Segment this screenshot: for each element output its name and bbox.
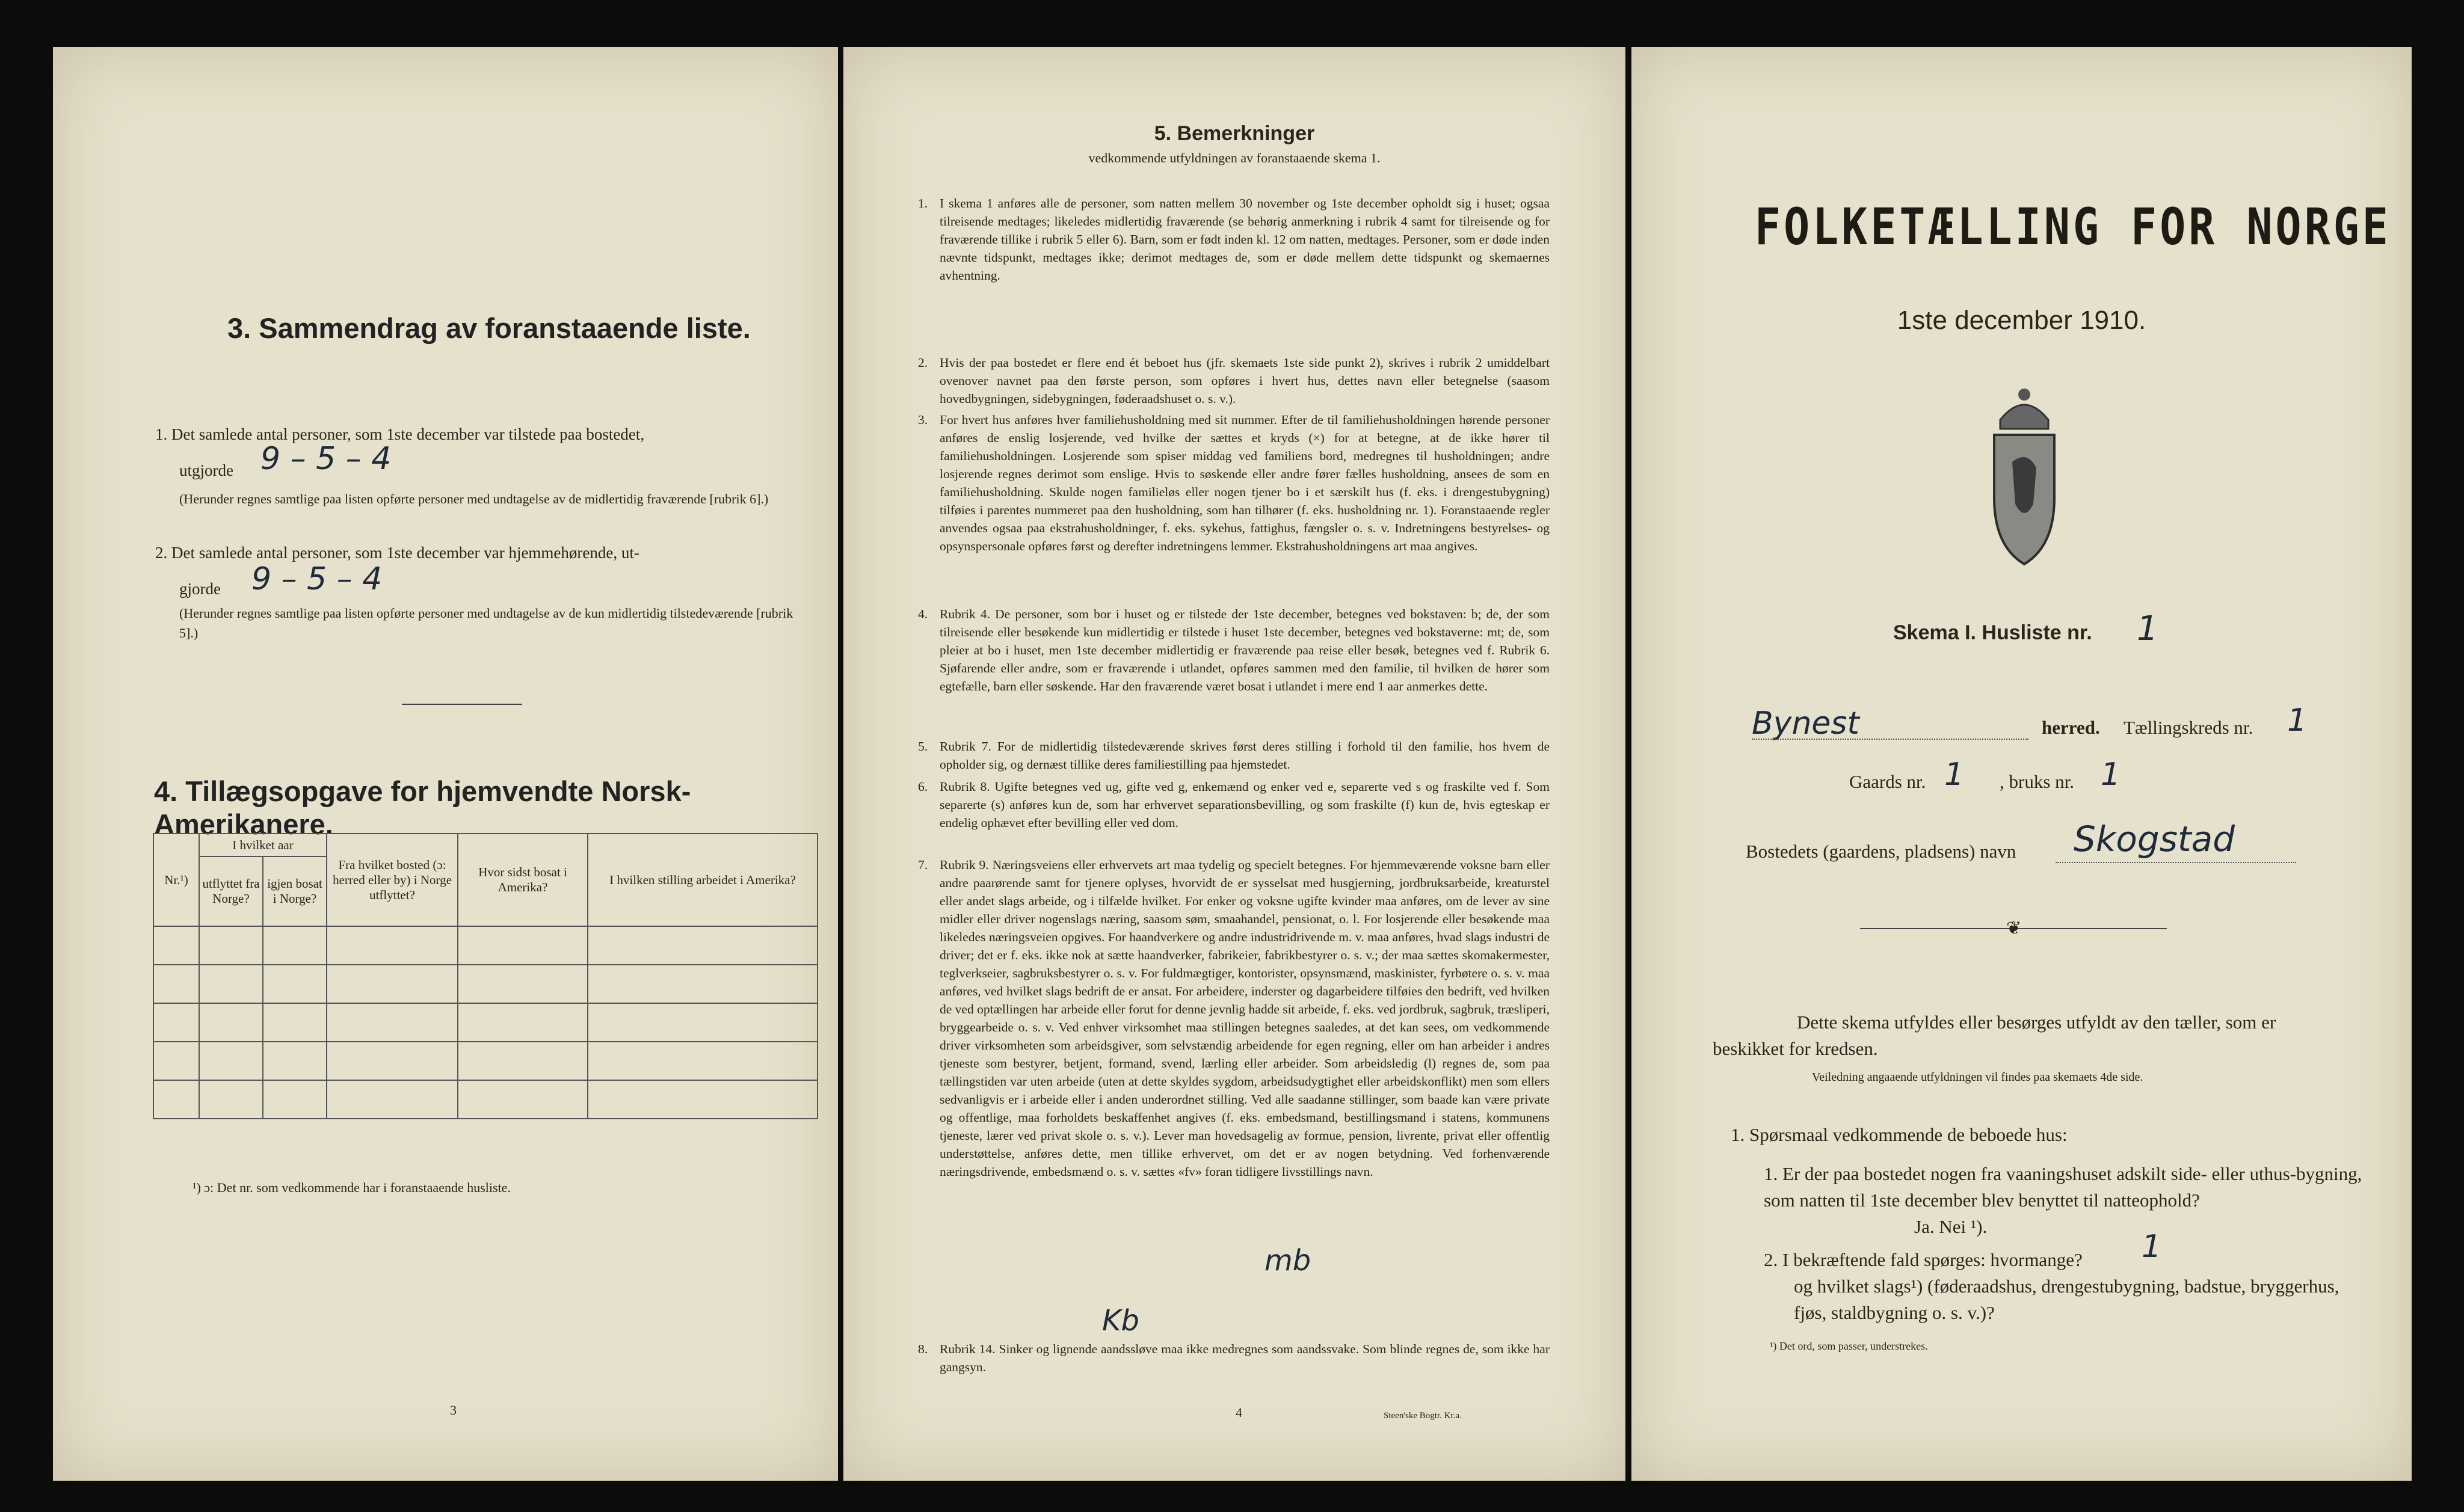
remarks-title: 5. Bemerkninger (1154, 122, 1315, 145)
summary-item-2-value: 9 – 5 – 4 (251, 561, 383, 597)
kreds-label: Tællingskreds nr. (2124, 717, 2253, 738)
herred-value: Bynest (1752, 705, 1859, 742)
summary-item-1-label: utgjorde (179, 461, 233, 479)
page-number: 3 (450, 1403, 457, 1418)
col-nr: Nr.¹) (153, 834, 199, 926)
gaards-label: Gaards nr. (1849, 771, 1926, 792)
section-4-title: 4. Tillægsopgave for hjemvendte Norsk-Amerikanere. (154, 775, 691, 840)
col-fra: Fra hvilket bosted (ɔ: herred eller by) i Norge utflyttet? (327, 834, 458, 926)
bruks-label: , bruks nr. (2000, 771, 2074, 792)
question-heading: 1. Spørsmaal vedkommende de beboede hus: (1731, 1124, 2068, 1145)
summary-item-2-label: gjorde (179, 580, 221, 598)
summary-item-2: 2. Det samlede antal personer, som 1ste december var hjemmehørende, ut- (155, 544, 639, 562)
table-row (153, 1003, 818, 1042)
col-group-year: I hvilket aar (199, 834, 327, 856)
remark-8: 8. Rubrik 14. Sinker og lignende aandssløve maa ikke medregnes som aandssvake. Som blinde regnes de, som ikke har gangsyn. (918, 1342, 1550, 1374)
herred-label: herred. (2042, 717, 2100, 738)
bosted-value: Skogstad (2074, 819, 2235, 859)
question-1: 1. Er der paa bostedet nogen fra vaaningshuset adskilt side- eller uthus-bygning, som natten til 1ste december blev benyttet til natteophold? (1764, 1163, 2362, 1211)
col-igjen: igjen bosat i Norge? (263, 856, 327, 926)
remark-2: 2. Hvis der paa bostedet er flere end ét beboet hus (jfr. skemaets 1ste side punkt 2), skrives i rubrik 2 umiddelbart ovenover navnet paa den første person, som opføres i hvert hus, dettes navn eller betegnelse (saasom hovedbygningen, sidebygningen, føderaadshuset o. s. v.). (918, 355, 1550, 406)
ornament-icon: ❦ (2006, 918, 2022, 938)
handwritten-mark: mb (1264, 1244, 1311, 1277)
left-page (53, 47, 838, 1481)
col-hvor: Hvor sidst bosat i Amerika? (458, 834, 588, 926)
summary-item-1-note: (Herunder regnes samtlige paa listen opførte personer med undtagelse av de midlertidig fraværende [rubrik 6].) (179, 491, 769, 506)
gaards-value: 1 (1944, 757, 1965, 793)
question-2: 2. I bekræftende fald spørges: hvormange? (1764, 1249, 2083, 1270)
question-2-value: 1 (2142, 1229, 2162, 1265)
husliste-nr-value: 1 (2137, 609, 2158, 648)
printer-imprint: Steen'ske Bogtr. Kr.a. (1384, 1411, 1462, 1421)
divider (402, 704, 522, 705)
table-row (153, 1080, 818, 1119)
middle-page (843, 47, 1625, 1481)
summary-item-2-note: (Herunder regnes samtlige paa listen opførte personer med undtagelse av de kun midlertidig tilstedeværende [rubrik 5].) (179, 606, 793, 641)
table-row (153, 965, 818, 1003)
summary-item-1: 1. Det samlede antal personer, som 1ste december var tilstede paa bostedet, (155, 425, 645, 443)
remark-3: 3. For hvert hus anføres hver familiehusholdning med sit nummer. Efter de til familiehusholdningen hørende personer anføres de enslig losjerende, ved hvilke der sættes et kryds (×) for at betegne, at de ikke hører til familiehusholdningen. Losjerende som spiser middag ved familiens bord, medregnes til husholdningen; andre losjerende regnes derimot som enslige. Hvis to søskende eller andre fører fælles husholdning, ansees de som en familiehusholdning. Skulde nogen familieløs eller nogen tjener bo i et særskilt hus (f. eks. i drengestubygning) tilføies i parentes nummeret paa den husholdning, som han tilhører (f. eks. husholdning nr. 1). Foranstaaende regler anvendes ogsaa paa ekstrahusholdninger, f. eks. sykehus, fattighus, fængsler o. s. v. Indretningens bestyrelses- og opsynspersonale opføres først og derefter indretningens lemmer. Ekstrahusholdningens art maa angives. (918, 413, 1550, 553)
col-stilling: I hvilken stilling arbeidet i Amerika? (588, 834, 818, 926)
skema-label: Skema I. Husliste nr. (1893, 621, 2092, 644)
bruks-value: 1 (2101, 757, 2121, 793)
table-row (153, 1042, 818, 1080)
census-title: FOLKETÆLLING FOR NORGE (1755, 197, 2391, 256)
summary-item-1-value: 9 – 5 – 4 (260, 441, 392, 477)
bosted-label: Bostedets (gaardens, pladsens) navn (1746, 841, 2016, 862)
remark-7: 7. Rubrik 9. Næringsveiens eller erhvervets art maa tydelig og specielt betegnes. For hjemmeværende voksne barn eller andre paarørende samt for tjenere oplyses, hvorvidt de er sysselsat med husgjerning, jordbruksarbeide, kreaturstel eller andet slags arbeide, og i tilfælde hvilket. For enker og voksne ugifte kvinder maa anføres, om de lever av sine midler eller driver nogenslags næring, saasom søm, smaahandel, pensionat, o. l. For losjerende eller besøkende maa likeledes næringsveien opgives. For haandverkere og andre industridrivende m. v. maa anføres, hvad slags industri de driver; det er f. eks. ikke nok at sætte haandverker, fabrikeier, fabrikbestyrer o. s. v.; der maa sættes skomakermester, teglverkseier, sagbruksbestyrer o. s. v. For fuldmægtiger, kontorister, opsynsmænd, maskinister, fyrbøtere o. s. v. maa anføres, ved hvilket slags bedrift de er ansat. For arbeidere, inderster og dagarbeidere tilføies den bedrift, ved hvilken de ved optællingen har arbeide eller forut for denne jevnlig hadde sit arbeide, f. eks. ved jordbruk, sagbruk, træsliperi, bryggearbeide o. s. v. Ved enhver virksomhet maa stillingen betegnes saaledes, at det kan sees, om vedkommende driver virksomheten som arbeidsgiver, som selvstændig arbeidende for egen regning, eller om han arbeider i andres tjeneste som bestyrer, betjent, formand, svend, lærling eller arbeider. Som arbeidsledig (l) regnes de, som paa tællingstiden var uten arbeide (uten at dette skyldes sygdom, arbeidsudygtighet eller arbeidskonflikt) men som ellers sedvanligvis er i arbeide eller i anden underordnet stilling. Ved alle saadanne stillinger, som baade kan være private og offentlige, maa forholdets beskaffenhet angives (f. eks. embedsmand, bestillingsmand i statens, kommunens tjeneste, lærer ved privat skole o. s. v.). Lever man hovedsagelig av formue, pension, livrente, privat eller offentlig understøttelse, anføres dette, men tillike erhvervet, om det er av nogen betydning. Ved forhenværende næringsdrivende, embedsmænd o. s. v. sættes «fv» foran tidligere livsstillings navn. (918, 858, 1550, 1179)
remark-4: 4. Rubrik 4. De personer, som bor i huset og er tilstede der 1ste december, betegnes ved bokstaven: b; de, der som tilreisende eller besøkende kun midlertidig er tilstede i huset 1ste december, betegnes ved bokstaverne: mt; de, som pleier at bo i huset, men 1ste december midlertidig er fraværende paa reise eller besøk, betegnes ved f. Rubrik 6. Sjøfarende eller andre, som er fraværende i utlandet, opføres sammen med den familie, til hvilken de hører som egtefælle, barn eller søskende. Har den fraværende været bosat i utlandet i mere end 1 aar anmerkes dette. (918, 607, 1550, 693)
kreds-value: 1 (2287, 702, 2308, 739)
census-date: 1ste december 1910. (1897, 306, 2146, 335)
table-footnote: ¹) ɔ: Det nr. som vedkommende har i foranstaaende husliste. (192, 1180, 511, 1195)
norsk-amerikanere-table (153, 833, 818, 1119)
page-number: 4 (1236, 1405, 1242, 1420)
handwritten-mark: Kb (1102, 1304, 1139, 1338)
remark-5: 5. Rubrik 7. For de midlertidig tilstedeværende skrives først deres stilling i forhold til den familie, hos hvem de opholder sig, og dernæst tillike deres familiestilling paa hjemstedet. (918, 739, 1550, 772)
remark-6: 6. Rubrik 8. Ugifte betegnes ved ug, gifte ved g, enkemænd og enker ved e, separerte ved s og fraskilte ved f. Som separerte (s) anføres kun de, som har erhvervet separationsbevilling, og som fraskilte (f) kun de, hvis egteskap er endelig ophævet efter bevilling eller ved dom. (918, 779, 1550, 830)
remark-1: 1. I skema 1 anføres alle de personer, som natten mellem 30 november og 1ste december opholdt sig i huset; ogsaa tilreisende medtages; likeledes midlertidig fraværende (se behørig anmerkning i rubrik 4 samt for tilreisende og for fraværende tillike i rubrik 5 eller 6). Barn, som er født inden kl. 12 om natten, medtages. Personer, som er døde inden nævnte tidspunkt, medtages ikke; derimot medtages de, som er døde mellem dette tidspunkt og skemaernes avhentning. (918, 196, 1550, 283)
col-utflyttet: utflyttet fra Norge? (199, 856, 263, 926)
intro-text: Dette skema utfyldes eller besørges utfyldt av den tæller, som er beskikket for kredsen. (1713, 1012, 2276, 1059)
question-2-detail: og hvilket slags¹) (føderaadshus, drengestubygning, badstue, bryggerhus, fjøs, staldbygning o. s. v.)? (1794, 1276, 2339, 1323)
remarks-subtitle: vedkommende utfyldningen av foranstaaende skema 1. (1088, 150, 1381, 165)
coat-of-arms-icon (1976, 378, 2072, 576)
cover-footnote: ¹) Det ord, som passer, understrekes. (1770, 1340, 1928, 1352)
intro-note: Veiledning angaaende utfyldningen vil findes paa skemaets 4de side. (1812, 1071, 2143, 1084)
cover-page (1631, 47, 2412, 1481)
table-row (153, 926, 818, 965)
section-3-title: 3. Sammendrag av foranstaaende liste. (227, 312, 751, 344)
question-1-answer: Ja. Nei ¹). (1914, 1216, 1988, 1237)
